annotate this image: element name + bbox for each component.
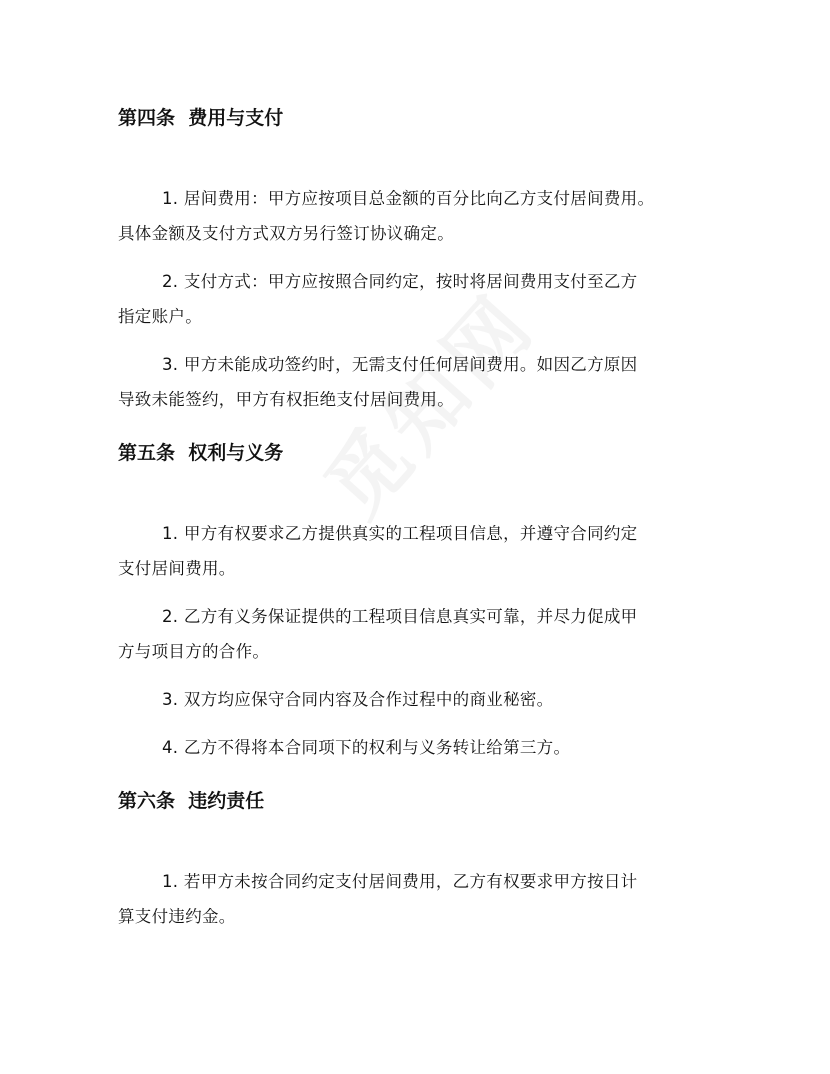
section-title-6: 第六条 违约责任 [118,790,265,812]
paragraph-line: 3. 双方均应保守合同内容及合作过程中的商业秘密。 [162,690,554,709]
paragraph [118,347,728,417]
paragraph-line: 1. 若甲方未按合同约定支付居间费用，乙方有权要求甲方按日计 [162,872,638,891]
paragraph-line: 1. 居间费用：甲方应按项目总金额的百分比向乙方支付居间费用。 [162,189,655,208]
section-title-4: 第四条 费用与支付 [118,107,284,129]
paragraph [118,181,728,251]
paragraph-line: 方与项目方的合作。 [118,642,270,661]
paragraph-line: 支付居间费用。 [118,559,236,578]
paragraph-line: 指定账户。 [118,307,202,326]
paragraph-line: 1. 甲方有权要求乙方提供真实的工程项目信息，并遵守合同约定 [162,524,638,543]
paragraph-line: 2. 乙方有义务保证提供的工程项目信息真实可靠，并尽力促成甲 [162,607,638,626]
paragraph [118,264,728,334]
paragraph [118,516,728,586]
paragraph-line: 算支付违约金。 [118,907,236,926]
paragraph-line: 4. 乙方不得将本合同项下的权利与义务转让给第三方。 [162,738,571,757]
section-title-5: 第五条 权利与义务 [118,442,284,464]
paragraph-line: 3. 甲方未能成功签约时，无需支付任何居间费用。如因乙方原因 [162,355,638,374]
paragraph [118,599,728,669]
document-body [118,96,728,944]
paragraph [118,682,728,717]
paragraph-line: 2. 支付方式：甲方应按照合同约定，按时将居间费用支付至乙方 [162,272,638,291]
paragraph-line: 具体金额及支付方式双方另行签订协议确定。 [118,224,454,243]
paragraph [118,864,728,934]
paragraph [118,730,728,765]
paragraph-line: 导致未能签约，甲方有权拒绝支付居间费用。 [118,390,454,409]
